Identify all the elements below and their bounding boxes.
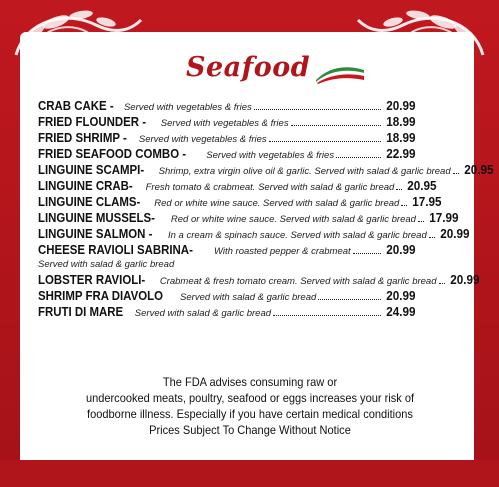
menu-item (38, 288, 416, 304)
item-price: 20.99 (386, 242, 416, 257)
item-name: FRIED SHRIMP - (38, 130, 127, 145)
item-price: 20.99 (386, 98, 416, 113)
item-price: 17.95 (412, 194, 442, 209)
item-description: With roasted pepper & crabmeat (214, 246, 351, 257)
leader-dots (353, 253, 382, 254)
menu-item (38, 178, 437, 194)
leader-dots (439, 283, 445, 284)
price-notice: Prices Subject To Change Without Notice (149, 423, 351, 437)
menu-item (38, 114, 416, 130)
leader-dots (269, 141, 382, 142)
item-name: LINGUINE CRAB- (38, 178, 133, 193)
item-price: 24.99 (386, 304, 416, 319)
menu-item (38, 130, 416, 146)
item-description: Served with salad & garlic bread (180, 292, 317, 303)
item-description: Served with vegetables & fries (160, 118, 289, 129)
item-name: CHEESE RAVIOLI SABRINA- (38, 242, 193, 257)
italian-flag-icon (314, 62, 366, 84)
item-name: FRUTI DI MARE (38, 304, 124, 319)
leader-dots (396, 189, 402, 190)
item-name: FRIED FLOUNDER - (38, 114, 147, 129)
leader-dots (401, 205, 407, 206)
leader-dots (254, 109, 382, 110)
item-price: 20.99 (449, 272, 480, 287)
item-price: 17.99 (429, 210, 459, 225)
item-name: SHRIMP FRA DIAVOLO (38, 288, 164, 303)
notice-line: foodborne illness. Especially if you have certain medical conditions (87, 407, 413, 421)
leader-dots (429, 237, 435, 238)
fda-notice (40, 374, 460, 438)
leader-dots (318, 299, 381, 300)
item-description: Red or white wine sauce. Served with salad & garlic bread (154, 198, 400, 209)
leader-dots (291, 125, 382, 126)
item-price: 20.99 (440, 226, 470, 241)
leader-dots (273, 315, 381, 316)
item-name: LINGUINE SALMON - (38, 226, 153, 241)
item-description: Fresh tomato & crabmeat. Served with salad & garlic bread (145, 182, 395, 193)
item-description: Served with vegetables & fries (138, 134, 267, 145)
item-price: 18.99 (386, 114, 416, 129)
section-header (186, 52, 376, 92)
section-title: Seafood (186, 52, 311, 83)
menu-item (38, 242, 416, 258)
menu-item (38, 272, 480, 288)
bottom-bar (0, 460, 499, 487)
leader-dots (418, 221, 424, 222)
item-description: Served with vegetables & fries (206, 150, 335, 161)
item-description: In a cream & spinach sauce. Served with salad & garlic bread (168, 230, 427, 241)
item-name: LINGUINE MUSSELS- (38, 210, 155, 225)
menu-list (38, 98, 494, 320)
item-price: 20.95 (463, 162, 494, 177)
menu-item (38, 162, 494, 178)
leader-dots (453, 173, 459, 174)
menu-item (38, 304, 416, 320)
item-price: 20.99 (386, 288, 416, 303)
item-description: Served with salad & garlic bread (134, 308, 272, 319)
item-description: Shrimp, extra virgin olive oil & garlic. Served with salad & garlic bread (158, 166, 451, 177)
item-description: Served with vegetables & fries (123, 102, 252, 113)
menu-item (38, 194, 442, 210)
item-description: Crabmeat & fresh tomato cream. Served with salad & garlic bread (159, 276, 437, 287)
item-price: 20.95 (407, 178, 437, 193)
item-description-continued: Served with salad & garlic bread (38, 259, 175, 270)
notice-line: undercooked meats, poultry, seafood or eggs increases your risk of (85, 391, 415, 405)
notice-line: The FDA advises consuming raw or (162, 375, 338, 389)
menu-item (38, 210, 459, 226)
menu-item (38, 226, 470, 242)
item-price: 18.99 (386, 130, 416, 145)
item-price: 22.99 (386, 146, 416, 161)
item-name: FRIED SEAFOOD COMBO - (38, 146, 187, 161)
item-name: LOBSTER RAVIOLI- (38, 272, 146, 287)
menu-item (38, 98, 416, 114)
menu-item (38, 146, 416, 162)
leader-dots (336, 157, 381, 158)
item-description: Red or white wine sauce. Served with salad & garlic bread (170, 214, 416, 225)
item-name: LINGUINE SCAMPI- (38, 162, 145, 177)
item-name: CRAB CAKE - (38, 98, 114, 113)
item-name: LINGUINE CLAMS- (38, 194, 141, 209)
